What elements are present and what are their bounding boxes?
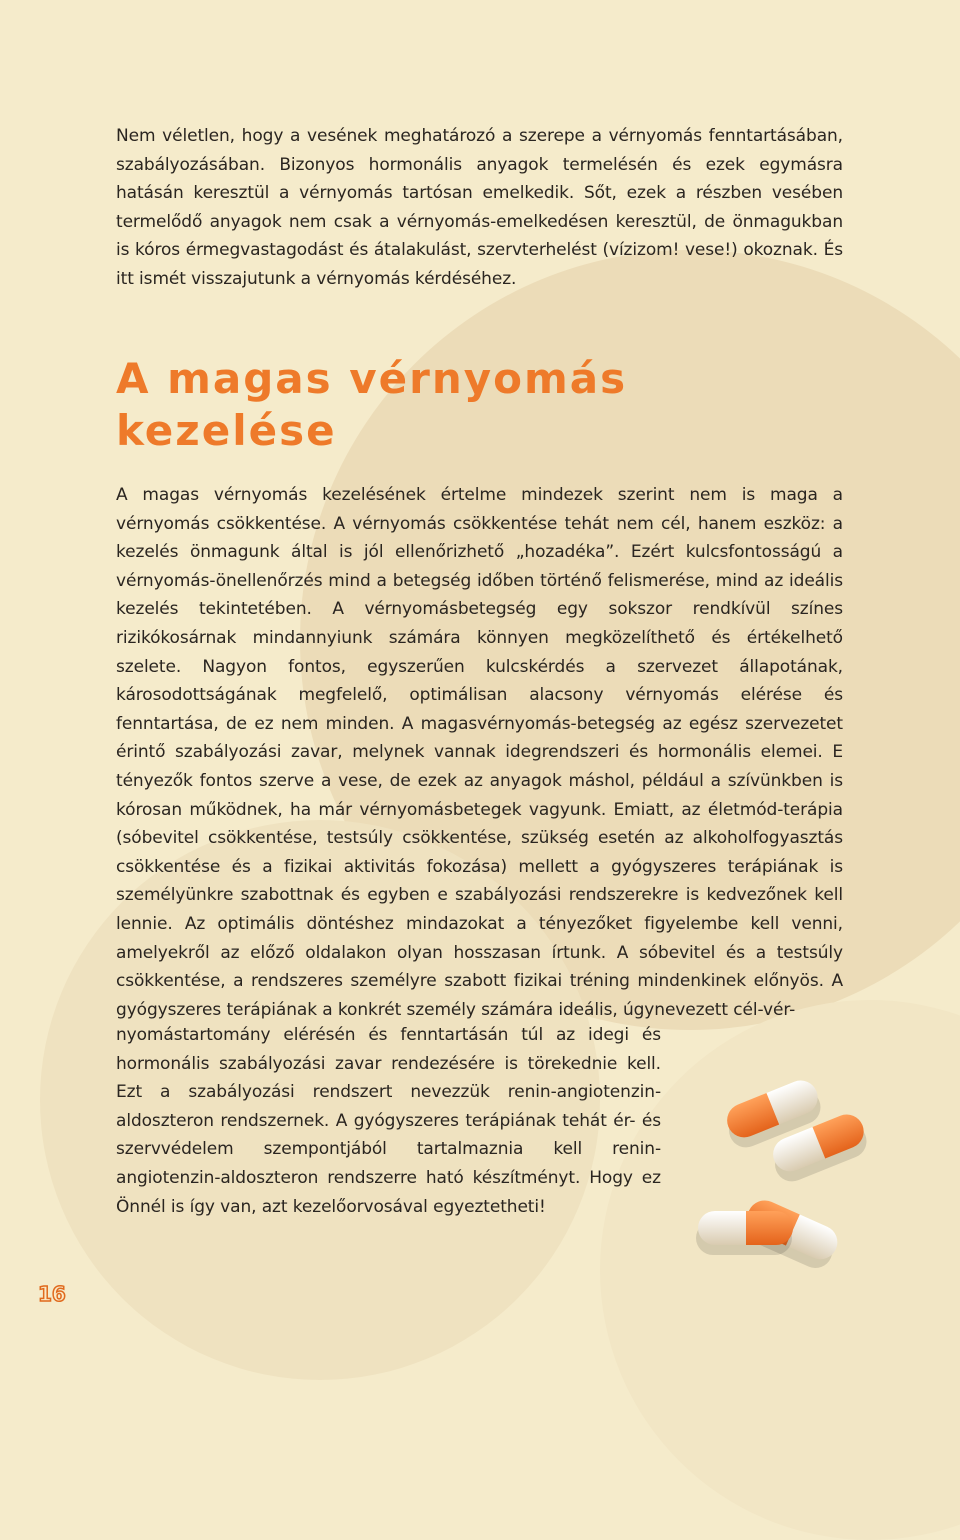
heading-line-1: A magas vérnyomás: [116, 354, 628, 403]
capsules-icon: [690, 1075, 890, 1275]
page-number: 16: [38, 1282, 66, 1306]
intro-paragraph: Nem véletlen, hogy a vesének meghatározó a szerepe a vérnyomás fenntartásában, szabályozásában. Bizonyos hormonális anyagok termelésén és ezek egymásra hatásán keresztül a vérnyomás tartósan emelkedik. Sőt, ezek a részben vesében termelődő anyagok nem csak a vérnyomás-emelkedésen keresztül, de önmagukban is kóros érmegvastagodást és átalakulást, szervterhelést (vízizom! vese!) okoznak. És itt ismét visszajutunk a vérnyomás kérdéséhez.: [116, 126, 843, 289]
heading-line-2: kezelése: [116, 406, 337, 455]
capsules-illustration: [690, 1075, 890, 1275]
section-heading: [116, 353, 627, 457]
body-paragraph-continued: nyomástartomány elérésén és fenntartásán túl az idegi és hormonális szabályozási zavar rendezésére is törekednie kell. Ezt a szabályozási rendszert nevezzük renin-angiotenzin-aldoszteron rendszernek. A gyógyszeres terápiának tehát ér- és szervvédelem szempontjából tartalmaznia kell renin-angiotenzin-aldoszteron rendszerre ható készítményt. Hogy ez Önnél is így van, azt kezelőorvosával egyeztetheti!: [116, 1025, 661, 1217]
body-paragraph: A magas vérnyomás kezelésének értelme mindezek szerint nem is maga a vérnyomás csökkentése. A vérnyomás csökkentése tehát nem cél, hanem eszköz: a kezelés önmagunk által is jól ellenőrizhető „hozadéka”. Ezért kulcsfontosságú a vérnyomás-önellenőrzés mind a betegség időben történő felismerése, mind az ideális kezelés tekintetében. A vérnyomásbetegség egy sokszor rendkívül színes rizikókosárnak mindannyiunk számára könnyen megközelíthető és értékelhető szelete. Nagyon fontos, egyszerűen kulcskérdés a szervezet állapotának, károsodottságának megfelelő, optimálisan alacsony vérnyomás elérése és fenntartása, de ez nem minden. A magasvérnyomás-betegség az egész szervezetet érintő szabályozási zavar, melynek vannak idegrendszeri és hormonális elemei. E tényezők fontos szerve a vese, de ezek az anyagok máshol, például a szívünkben is kórosan működnek, ha már vérnyomásbetegek vagyunk. Emiatt, az életmód-terápia (sóbevitel csökkentése, testsúly csökkentése, szükség esetén az alkoholfogyasztás csökkentése és a fizikai aktivitás fokozása) mellett a gyógyszeres terápiának is személyünkre szabottnak és egyben e szabályozási rendszerekre is kedvezőnek kell lennie. Az optimális döntéshez mindazokat a tényezőket figyelembe kell venni, amelyekről az előző oldalakon olyan hosszasan írtunk. A sóbevitel és a testsúly csökkentése, a rendszeres személyre szabott fizikai tréning mindenkinek előnyös. A gyógyszeres terápiának a konkrét személy számára ideális, úgynevezett cél-vér-: [116, 485, 843, 1020]
